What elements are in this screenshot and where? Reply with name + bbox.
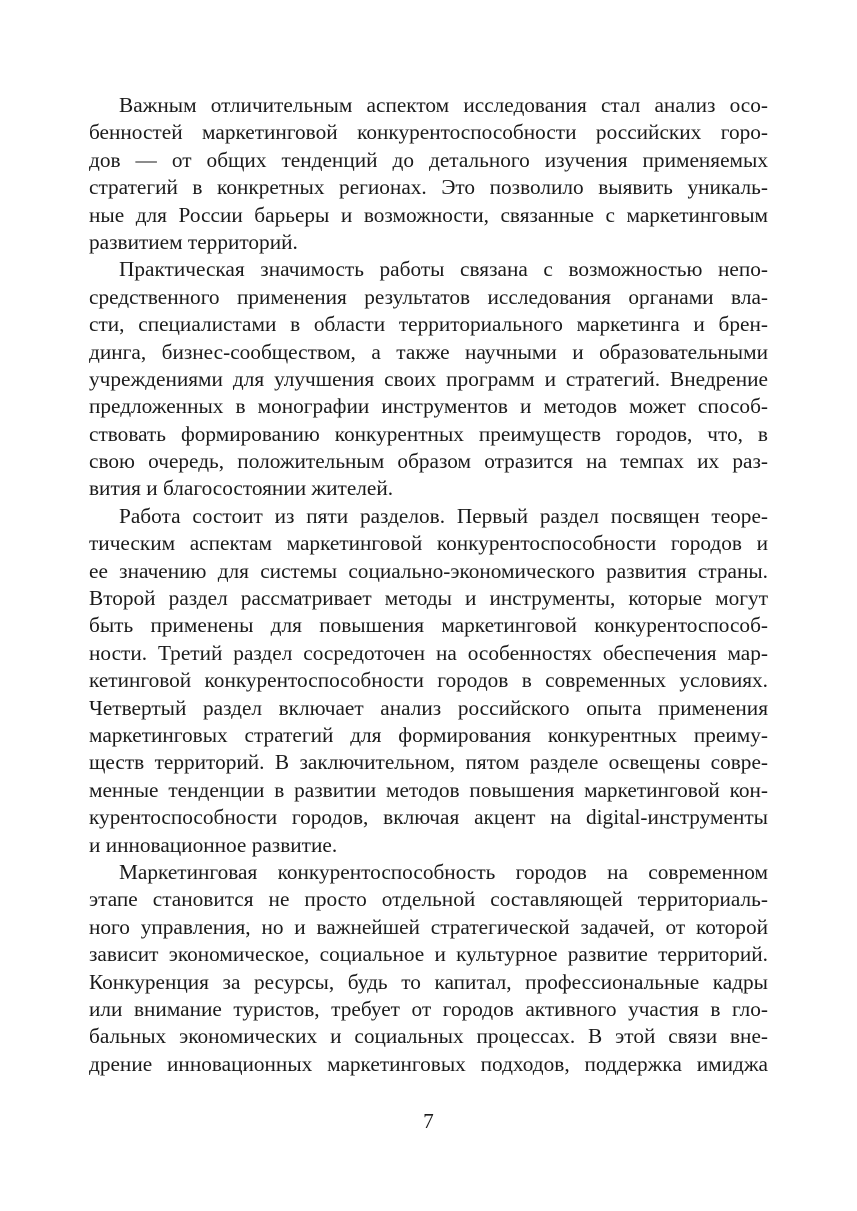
page-number: 7 — [423, 1109, 434, 1133]
paragraph — [89, 859, 768, 1078]
text-line: средственного применения результатов исследования органами вла- — [89, 284, 768, 309]
text-line: стратегий в конкретных регионах. Это позволило выявить уникаль- — [89, 175, 768, 200]
text-line: свою очередь, положительным образом отразится на темпах их раз- — [89, 449, 768, 474]
text-line: Работа состоит из пяти разделов. Первый раздел посвящен теоре- — [119, 503, 768, 528]
paragraph — [89, 92, 768, 256]
text-line: ного управления, но и важнейшей стратегической задачей, от которой — [89, 914, 768, 939]
text-line: предложенных в монографии инструментов и методов может способ- — [89, 394, 768, 419]
text-line: зависит экономическое, социальное и культурное развитие территорий. — [89, 942, 768, 967]
text-line: учреждениями для улучшения своих программ и стратегий. Внедрение — [89, 366, 768, 391]
text-line: кетинговой конкурентоспособности городов в современных условиях. — [89, 668, 768, 693]
text-line: и инновационное развитие. — [89, 832, 338, 857]
text-line: ствовать формированию конкурентных преимуществ городов, что, в — [89, 421, 768, 446]
body-text — [89, 92, 768, 1078]
text-line: менные тенденции в развитии методов повышения маркетинговой кон- — [89, 777, 768, 802]
text-line: Маркетинговая конкурентоспособность городов на современном — [119, 859, 768, 884]
text-line: сти, специалистами в области территориального маркетинга и брен- — [89, 312, 768, 337]
text-line: этапе становится не просто отдельной составляющей территориаль- — [89, 887, 768, 912]
text-line: бальных экономических и социальных процессах. В этой связи вне- — [89, 1024, 768, 1049]
paragraph — [89, 256, 768, 503]
text-line: дов — от общих тенденций до детального изучения применяемых — [89, 147, 768, 172]
text-line: ные для России барьеры и возможности, связанные с маркетинговым — [89, 202, 768, 227]
text-line: Практическая значимость работы связана с возможностью непо- — [119, 257, 768, 282]
paragraph — [89, 503, 768, 859]
text-line: быть применены для повышения маркетинговой конкурентоспособ- — [89, 613, 768, 638]
text-line: дрение инновационных маркетинговых подходов, поддержка имиджа — [89, 1051, 768, 1076]
text-line: бенностей маркетинговой конкурентоспособности российских горо- — [89, 120, 768, 145]
text-line: вития и благосостоянии жителей. — [89, 476, 394, 501]
text-line: ществ территорий. В заключительном, пятом разделе освещены совре- — [89, 750, 768, 775]
text-line: тическим аспектам маркетинговой конкурентоспособности городов и — [89, 531, 768, 556]
text-line: развитием территорий. — [89, 229, 298, 254]
text-line: маркетинговых стратегий для формирования конкурентных преиму- — [89, 722, 768, 747]
text-line: или внимание туристов, требует от городов активного участия в гло- — [89, 996, 768, 1021]
text-line: курентоспособности городов, включая акцент на digital-инструменты — [89, 805, 768, 830]
text-line: Конкуренция за ресурсы, будь то капитал, профессиональные кадры — [89, 969, 768, 994]
text-line: Важным отличительным аспектом исследования стал анализ осо- — [119, 93, 768, 117]
text-line: ее значению для системы социально-экономического развития страны. — [89, 558, 768, 583]
text-line: динга, бизнес-сообществом, а также научными и образовательными — [89, 339, 768, 364]
text-line: ности. Третий раздел сосредоточен на особенностях обеспечения мар- — [89, 640, 768, 665]
text-line: Второй раздел рассматривает методы и инструменты, которые могут — [89, 586, 768, 611]
text-line: Четвертый раздел включает анализ российского опыта применения — [89, 695, 768, 720]
